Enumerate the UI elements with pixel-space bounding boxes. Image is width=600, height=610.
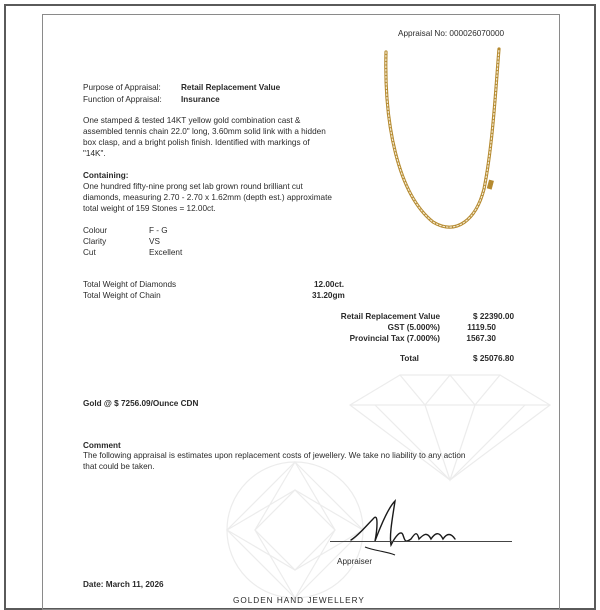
total-amount: $ 25076.80 <box>473 354 514 363</box>
comment-title: Comment <box>83 441 121 450</box>
cut-value: Excellent <box>149 248 183 257</box>
colour-label: Colour <box>83 226 108 235</box>
function-value: Insurance <box>181 95 220 104</box>
cut-label: Cut <box>83 248 96 257</box>
containing-line: diamonds, measuring 2.70 - 2.70 x 1.62mm (depth est.) approximate <box>83 193 332 202</box>
description-line: assembled tennis chain 22.0" long, 3.60mm solid link with a hidden <box>83 127 326 136</box>
comment-line: that could be taken. <box>83 462 155 471</box>
containing-line: One hundred fifty-nine prong set lab grown round brilliant cut <box>83 182 303 191</box>
chain-weight-value: 31.20gm <box>312 291 345 300</box>
colour-value: F - G <box>149 226 168 235</box>
diamond-weight-value: 12.00ct. <box>314 280 345 289</box>
comment-line: The following appraisal is estimates upon replacement costs of jewellery. We take no liability to any action <box>83 451 466 460</box>
retail-value-label: Retail Replacement Value <box>340 312 440 321</box>
appraisal-date: Date: March 11, 2026 <box>83 580 164 589</box>
gst-amount: 1119.50 <box>467 323 496 332</box>
description-line: "14K". <box>83 149 106 158</box>
clarity-value: VS <box>149 237 160 246</box>
description-line: One stamped & tested 14KT yellow gold combination cast & <box>83 116 301 125</box>
appraiser-label: Appraiser <box>337 557 373 566</box>
function-label: Function of Appraisal: <box>83 95 162 104</box>
containing-line: total weight of 159 Stones = 12.00ct. <box>83 204 216 213</box>
description-line: box clasp, and a bright polish finish. Identified with markings of <box>83 138 310 147</box>
purpose-label: Purpose of Appraisal: <box>83 83 161 92</box>
gst-label: GST (5.000%) <box>387 323 440 332</box>
chain-weight-label: Total Weight of Chain <box>83 291 161 300</box>
purpose-value: Retail Replacement Value <box>181 83 281 92</box>
retail-value-amount: $ 22390.00 <box>473 312 514 321</box>
diamond-weight-label: Total Weight of Diamonds <box>83 280 177 289</box>
signature-line <box>330 541 512 542</box>
company-footer: GOLDEN HAND JEWELLERY <box>233 596 365 605</box>
containing-title: Containing: <box>83 171 129 180</box>
provincial-tax-label: Provincial Tax (7.000%) <box>349 334 440 343</box>
provincial-tax-amount: 1567.30 <box>466 334 496 343</box>
appraisal-number: Appraisal No: 000026070000 <box>398 29 505 38</box>
gold-price: Gold @ $ 7256.09/Ounce CDN <box>83 399 199 408</box>
clarity-label: Clarity <box>83 237 107 246</box>
total-label: Total <box>400 354 419 363</box>
